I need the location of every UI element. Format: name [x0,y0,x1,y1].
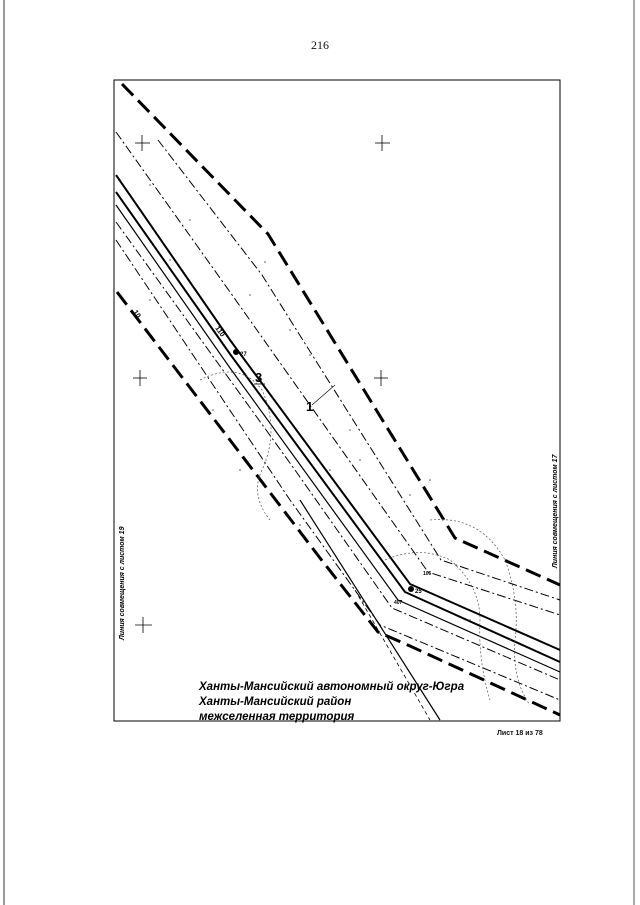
grid-cross-5 [135,617,152,633]
marker-label-106: 106 [423,571,432,577]
region-line-3: межселенная территория [199,711,355,723]
region-line-1: Ханты-Мансийский автономный округ-Югра [199,681,465,693]
right-of-way-boundary-upper [122,84,560,585]
region-line-2: Ханты-Мансийский район [199,696,352,708]
marker-label-407: 407 [394,600,403,606]
point-27-label: 27 [240,352,247,358]
grid-cross-1 [375,135,390,151]
pipeline-route-parallel [116,205,560,672]
point-27-marker [233,349,239,355]
grid-cross-2 [135,135,150,151]
zone-line-upper-outer [116,132,560,615]
route-1-leader [312,385,335,405]
grid-cross-3 [374,370,388,386]
route-label-1: 1 [306,399,314,414]
sheet-label: Лист 18 из 78 [497,730,543,737]
contour-label-10: 10 [131,309,142,320]
route-label-3: 3 [255,370,263,385]
pipeline-route-3 [116,192,560,662]
zone-line-lower-mid [116,222,560,680]
point-25-label: 25 [415,589,422,595]
point-25-marker [408,586,414,592]
grid-cross-4 [133,370,147,386]
match-line-right-label: Линия совмещения с листом 17 [552,454,559,568]
pipeline-route-1 [116,175,560,650]
contour-label-110: 110 [213,325,226,339]
page-number: 216 [311,38,329,52]
match-line-left-label: Линия совмещения с листом 19 [119,526,126,640]
map-frame [114,80,560,721]
